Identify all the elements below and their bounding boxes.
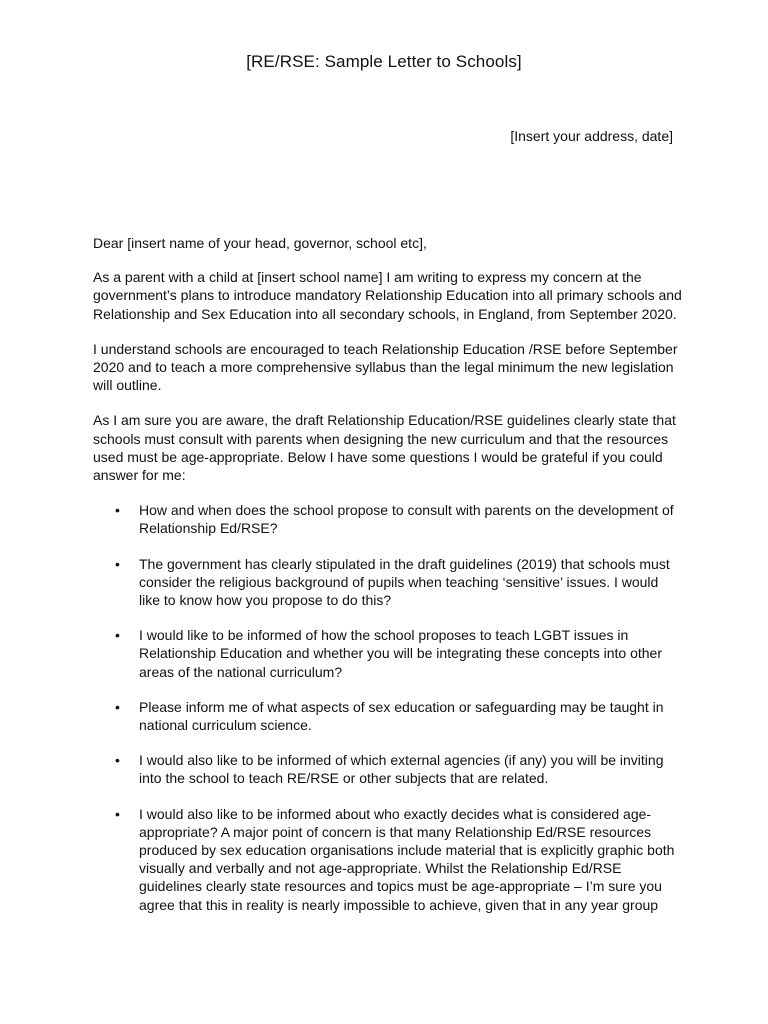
list-item	[93, 805, 683, 914]
paragraph-understanding: I understand schools are encouraged to teach Relationship Education /RSE before September 2020 and to teach a more comprehensive syllabus than the legal minimum the new legislation will outline.	[93, 340, 678, 394]
list-item	[93, 626, 683, 681]
question-text: Please inform me of what aspects of sex education or safeguarding may be taught in national curriculum science.	[139, 698, 664, 734]
question-text: The government has clearly stipulated in the draft guidelines (2019) that schools must consider the religious background of pupils when teaching ‘sensitive’ issues. I would like to know how you propose to do this?	[139, 555, 670, 609]
address-line: [Insert your address, date]	[510, 128, 673, 144]
question-text: I would also like to be informed about who exactly decides what is considered age-appropriate? A major point of concern is that many Relationship Ed/RSE resources produced by sex education organisations include material that is explicitly graphic both visually and verbally and not age-appropriate. Whilst the Relationship Ed/RSE guidelines clearly state resources and topics must be age-appropriate – I’m sure you agree that this in reality is nearly impossible to achieve, given that in any year group	[139, 805, 675, 913]
paragraph-intro: As a parent with a child at [insert school name] I am writing to express my concern at the government’s plans to introduce mandatory Relationship Education into all primary schools and Relationship and Sex Education into all secondary schools, in England, from September 2020.	[93, 269, 682, 322]
bullet-icon: •	[115, 805, 120, 822]
paragraph-questions-lead: As I am sure you are aware, the draft Relationship Education/RSE guidelines clearly state that schools must consult with parents when designing the new curriculum and that the resources used must be age-appropriate. Below I have some questions I would be grateful if you could answer for me:	[93, 412, 676, 484]
list-item	[93, 555, 683, 610]
list-item	[93, 501, 683, 537]
questions-list	[93, 501, 683, 914]
bullet-icon: •	[115, 698, 120, 715]
bullet-icon: •	[115, 502, 120, 519]
bullet-icon: •	[115, 555, 120, 572]
question-text: I would also like to be informed of which external agencies (if any) you will be inviting into the school to teach RE/RSE or other subjects that are related.	[139, 752, 664, 787]
question-text: I would like to be informed of how the school proposes to teach LGBT issues in Relationship Education and whether you will be integrating these concepts into other areas of the national curriculum?	[139, 627, 662, 680]
list-item	[93, 751, 683, 787]
question-text: How and when does the school propose to consult with parents on the development of Relationship Ed/RSE?	[139, 502, 674, 537]
letter-body	[93, 234, 683, 931]
list-item	[93, 698, 683, 734]
salutation: Dear [insert name of your head, governor, school etc],	[93, 235, 427, 251]
bullet-icon: •	[115, 752, 120, 769]
page-title: [RE/RSE: Sample Letter to Schools]	[246, 52, 522, 71]
bullet-icon: •	[115, 627, 120, 644]
